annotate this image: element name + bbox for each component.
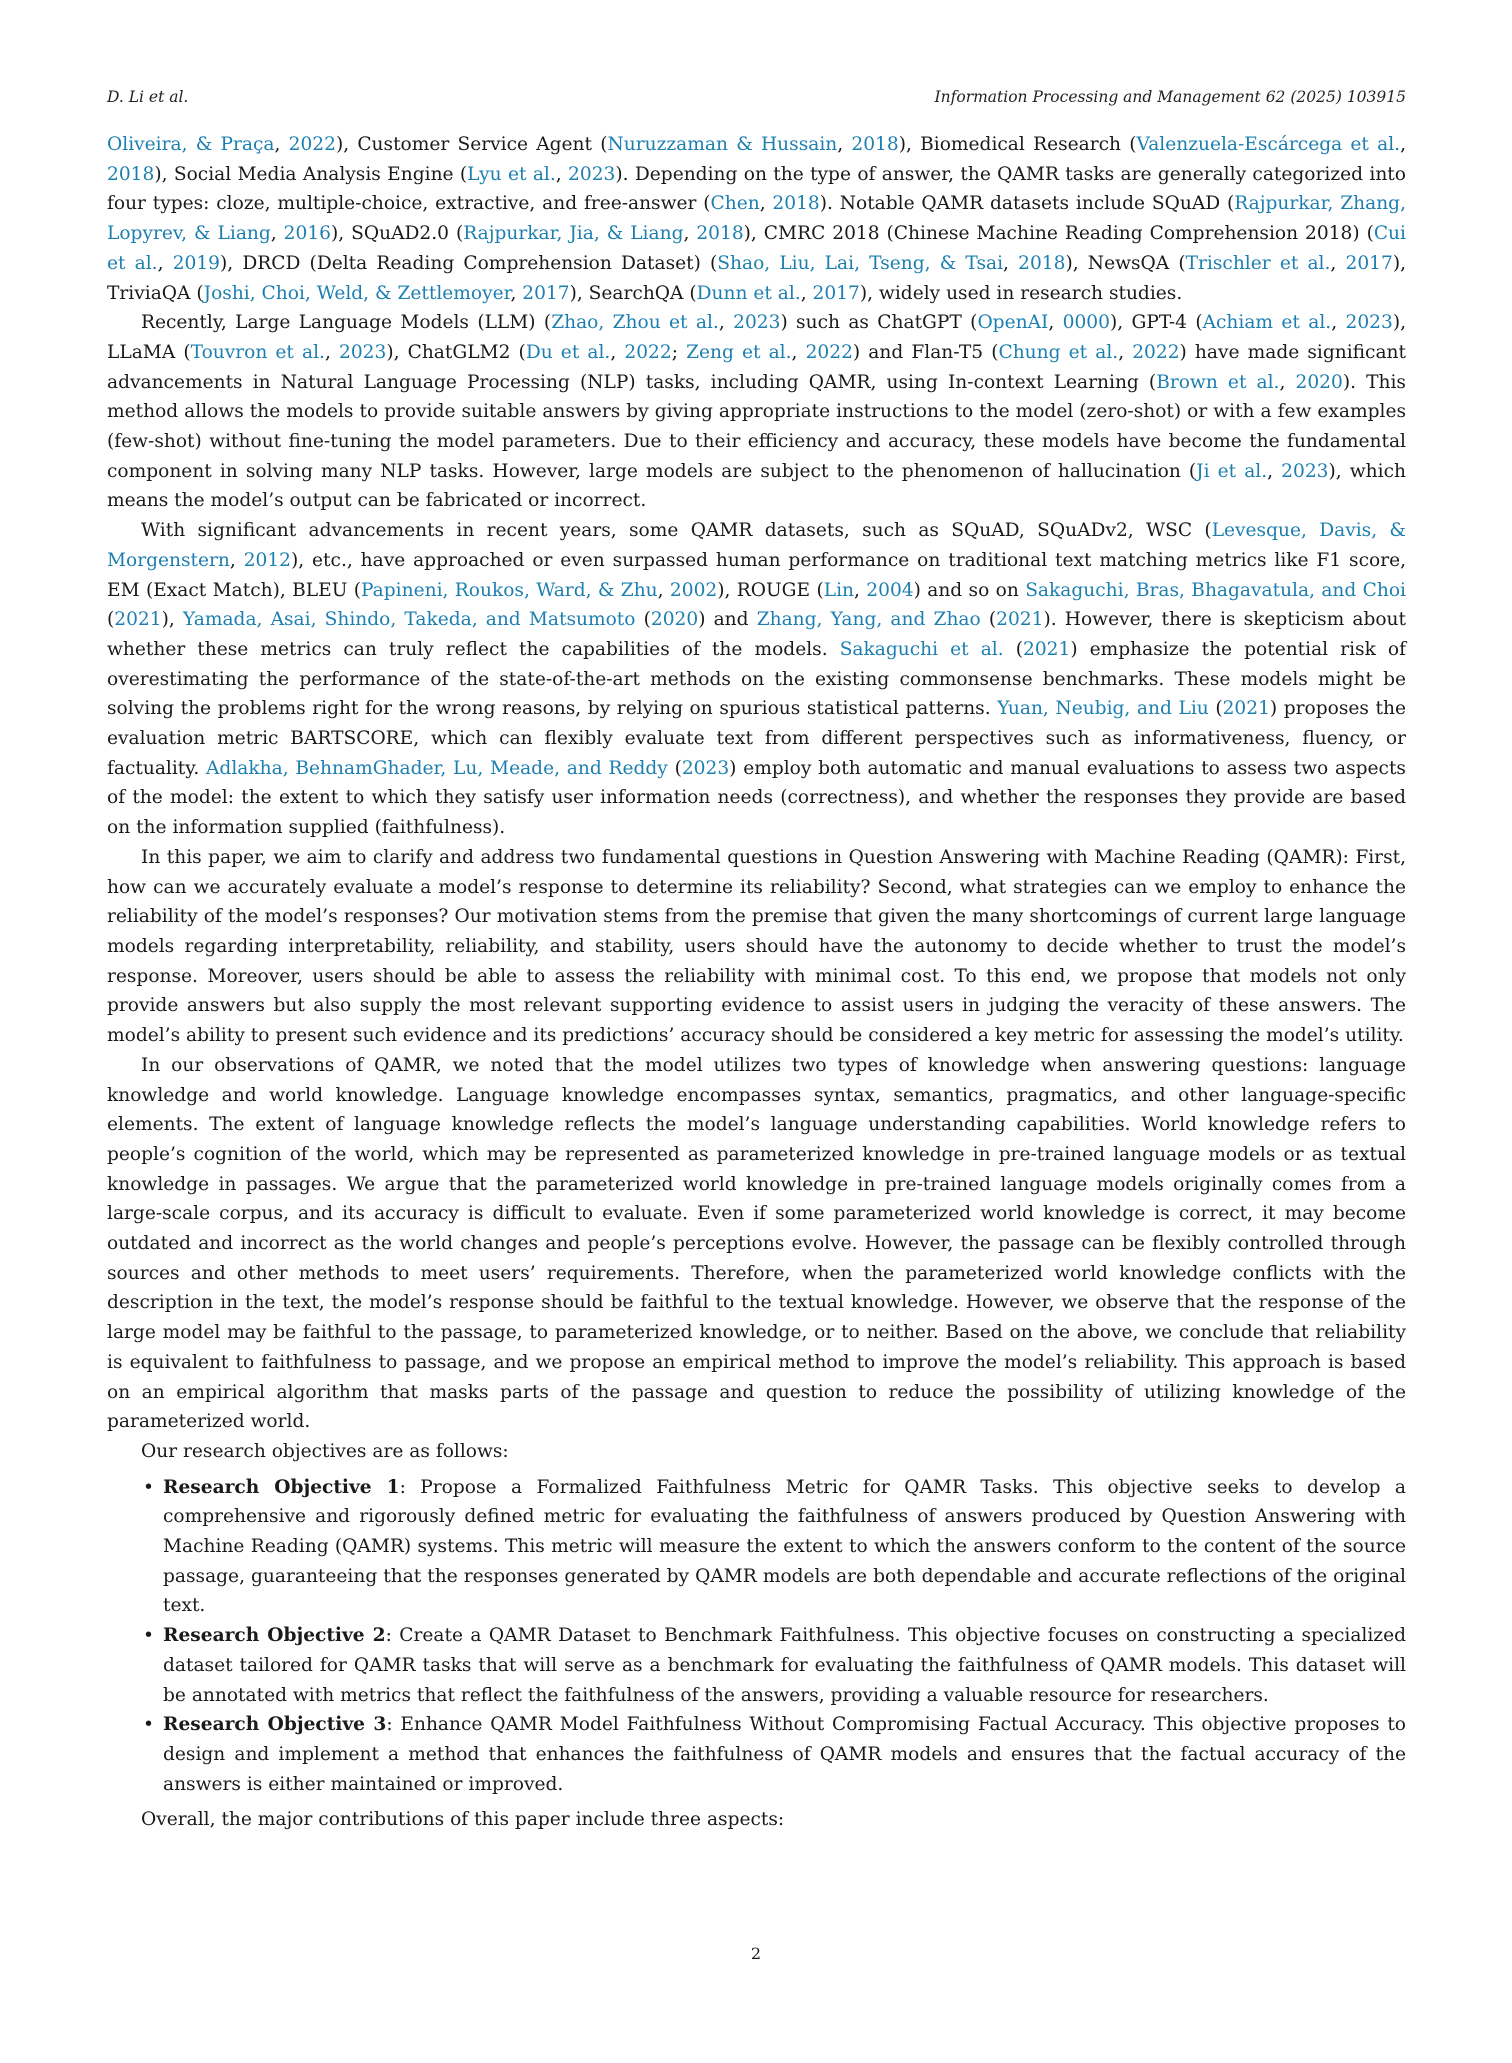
citation-link[interactable]: 2023 xyxy=(339,341,387,363)
citation-link[interactable]: Cui et al. xyxy=(107,223,1406,274)
citation-link[interactable]: 2020 xyxy=(1295,371,1343,393)
bullet-icon: • xyxy=(143,1476,154,1498)
citation-link[interactable]: Du et al. xyxy=(525,341,611,363)
citation-link[interactable]: 2018 xyxy=(107,163,155,185)
paragraph-text: ), LLaMA ( xyxy=(107,312,1406,363)
paragraph-text: With significant advancements in recent years, some QAMR datasets, such as SQuAD, SQuADv2, WSC ( xyxy=(141,520,1212,542)
paragraph-text: In this paper, we aim to clarify and address two fundamental questions in Question Answering with Machine Reading (QAMR): First, how can we accurately evaluate a model’s response to determine its reliability? Second, what strategies can we employ to enhance the reliability of the model’s responses? Our motivation stems from the premise that given the many shortcomings of current large language models regarding interpretability, reliability, and stability, users should have the autonomy to decide whether to trust the model’s response. Moreover, users should be able to assess the reliability with minimal cost. To this end, we propose that models not only provide answers but also supply the most relevant supporting evidence to assist users in judging the veracity of these answers. The model’s ability to present such evidence and its predictions’ accuracy should be considered a key metric for assessing the model’s utility. xyxy=(107,846,1406,1047)
paragraph-text: , xyxy=(229,549,244,571)
objective-item xyxy=(143,1473,1406,1622)
citation-link[interactable]: 2023 xyxy=(1345,312,1393,334)
objective-label: Research Objective 2 xyxy=(163,1625,386,1647)
paragraph-text: ), ROUGE ( xyxy=(717,579,824,601)
paragraph-text: ) emphasize the potential risk of overestimating the performance of the state-of-the-art methods on the existing commonsense benchmarks. These models might be solving the problems right for the wrong reasons, by relying on spurious statistical patterns. xyxy=(107,638,1406,720)
paragraph-text: , xyxy=(1400,134,1406,155)
paragraph-text: ), which means the model’s output can be fabricated or incorrect. xyxy=(107,460,1406,512)
citation-link[interactable]: 2018 xyxy=(772,193,820,215)
citation-link[interactable]: Dunn et al. xyxy=(696,282,801,304)
bullet-icon: • xyxy=(143,1714,154,1736)
paragraph-text: ), TriviaQA ( xyxy=(107,252,1406,304)
citation-link[interactable]: 2021 xyxy=(1022,638,1071,660)
citation-link[interactable]: 2023 xyxy=(681,757,730,779)
citation-link[interactable]: 2022 xyxy=(1132,341,1180,363)
paragraph-text: ) have made significant advancements in Natural Language Processing (NLP) tasks, including QAMR, using In-context Learning ( xyxy=(107,341,1406,393)
paragraph-text: ), Social Media Analysis Engine ( xyxy=(154,163,468,185)
paragraph-text: , xyxy=(683,223,697,245)
citation-link[interactable]: Papineni, Roukos, Ward, & Zhu xyxy=(361,579,658,601)
objective-text: : Propose a Formalized Faithfulness Metric for QAMR Tasks. This objective seeks to develop a comprehensive and rigorously defined metric for evaluating the faithfulness of answers produced by Question Answering with Machine Reading (QAMR) systems. This metric will measure the extent to which the answers conform to the content of the source passage, guaranteeing that the responses generated by QAMR models are both dependable and accurate reflections of the original text. xyxy=(163,1476,1406,1617)
paragraph-text: , xyxy=(854,579,867,601)
citation-link[interactable]: Adlakha, BehnamGhader, Lu, Meade, and Reddy xyxy=(206,757,668,779)
paragraph-text: ), xyxy=(161,609,183,631)
citation-link[interactable]: Achiam et al. xyxy=(1202,312,1332,334)
paragraph-text: ). Notable QAMR datasets include SQuAD ( xyxy=(819,193,1235,215)
paragraph xyxy=(107,130,1406,308)
objective-item xyxy=(143,1621,1407,1710)
paragraph xyxy=(107,1437,1406,1467)
page-number: 2 xyxy=(750,1944,762,1963)
citation-link[interactable]: Sakaguchi et al. xyxy=(839,638,1004,660)
paragraph xyxy=(107,1051,1406,1437)
citation-link[interactable]: 2022 xyxy=(805,341,853,363)
paragraph xyxy=(107,516,1406,843)
citation-link[interactable]: OpenAI xyxy=(977,312,1049,334)
paragraph-text: , xyxy=(1118,341,1133,363)
citation-link[interactable]: Yuan, Neubig, and Liu xyxy=(997,698,1209,720)
paragraph-text: ) proposes the evaluation metric BARTSCORE, which can flexibly evaluate text from different perspectives such as informativeness, fluency, or factuality. xyxy=(107,698,1406,779)
citation-link[interactable]: 2004 xyxy=(866,579,914,601)
paragraph xyxy=(107,843,1406,1051)
paragraph-text: ) and xyxy=(698,609,757,631)
objective-text: : Enhance QAMR Model Faithfulness Without Compromising Factual Accuracy. This objective proposes to design and implement a method that enhances the faithfulness of QAMR models and ensures that the factual accuracy of the answers is either maintained or improved. xyxy=(163,1714,1406,1795)
citation-link[interactable]: Yamada, Asai, Shindo, Takeda, and Matsumoto xyxy=(182,609,636,631)
bullet-icon: • xyxy=(143,1625,154,1647)
paragraph-text: , xyxy=(718,312,734,334)
objectives-list xyxy=(107,1473,1406,1800)
paragraph-text: ), widely used in research studies. xyxy=(859,282,1183,304)
objective-item xyxy=(143,1710,1406,1799)
paragraph-text: ( xyxy=(1003,638,1023,660)
citation-link[interactable]: 2016 xyxy=(283,223,331,245)
paragraph-text: ( xyxy=(107,609,115,631)
paragraph-text: Our research objectives are as follows: xyxy=(141,1440,509,1462)
citation-link[interactable]: Valenzuela-Escárcega et al. xyxy=(1136,134,1401,155)
citation-link[interactable]: 2002 xyxy=(669,579,718,601)
citation-link[interactable]: Shao, Liu, Lai, Tseng, & Tsai xyxy=(717,252,1004,274)
paragraph-text: ), Biomedical Research ( xyxy=(898,134,1137,155)
paragraph-text: ( xyxy=(667,757,682,779)
citation-link[interactable]: Lin xyxy=(823,579,855,601)
citation-link[interactable]: 2020 xyxy=(650,609,699,631)
citation-link[interactable]: Ji et al. xyxy=(1196,460,1268,482)
paragraph-text: , xyxy=(270,223,284,245)
paragraph-text: ), GPT-4 ( xyxy=(1109,312,1203,334)
citation-link[interactable]: Brown et al. xyxy=(1156,371,1280,393)
running-header xyxy=(107,88,1406,106)
citation-link[interactable]: 2021 xyxy=(114,609,162,631)
citation-link[interactable]: Joshi, Choi, Weld, & Zettlemoyer xyxy=(203,282,511,304)
citation-link[interactable]: 2022 xyxy=(288,134,336,155)
paragraph-text: , xyxy=(1330,252,1346,274)
citation-link[interactable]: Zhang, Yang, and Zhao xyxy=(756,609,981,631)
citation-link[interactable]: 2021 xyxy=(1222,698,1270,720)
citation-link[interactable]: 2018 xyxy=(696,223,744,245)
citation-link[interactable]: Rajpurkar, Zhang, Lopyrev, & Liang xyxy=(107,193,1406,245)
paragraph-text: , xyxy=(1267,460,1282,482)
citation-link[interactable]: 2023 xyxy=(568,163,616,185)
objective-text: : Create a QAMR Dataset to Benchmark Faithfulness. This objective focuses on constructing a specialized dataset tailored for QAMR tasks that will serve as a benchmark for evaluating the faithfulness of QAMR models. This dataset will be annotated with metrics that reflect the faithfulness of the answers, providing a valuable resource for researchers. xyxy=(163,1625,1407,1706)
citation-link[interactable]: Nuruzzaman & Hussain xyxy=(607,134,838,155)
paragraph-text: , xyxy=(837,134,852,155)
citation-link[interactable]: 2017 xyxy=(522,282,570,304)
citation-link[interactable]: 2021 xyxy=(996,609,1044,631)
paragraph-text: ). Depending on the type of answer, the QAMR tasks are generally categorized into four types: cloze, multiple-choice, extractive, and free-answer ( xyxy=(107,163,1406,215)
paragraph-text: ), ChatGLM2 ( xyxy=(386,341,526,363)
citation-link[interactable]: 2023 xyxy=(733,312,781,334)
citation-link[interactable]: 2012 xyxy=(243,549,292,571)
citation-link[interactable]: Trischler et al. xyxy=(1185,252,1331,274)
citation-link[interactable]: 2018 xyxy=(1018,252,1066,274)
paragraph-text: , xyxy=(791,341,806,363)
paragraph-text: ), SearchQA ( xyxy=(569,282,697,304)
citation-link[interactable]: Zeng et al. xyxy=(686,341,792,363)
header-authors: D. Li et al. xyxy=(107,88,189,106)
citation-link[interactable]: 2018 xyxy=(851,134,899,155)
paragraph-text: ), Customer Service Agent ( xyxy=(335,134,608,155)
paragraph-text: ), NewsQA ( xyxy=(1065,252,1186,274)
citation-link[interactable]: Rajpurkar, Jia, & Liang xyxy=(463,223,684,245)
citation-link[interactable]: 2022 xyxy=(624,341,672,363)
paragraph-text: ( xyxy=(980,609,997,631)
paragraph-text: ) and so on xyxy=(913,579,1026,601)
paragraph-text: ), SQuAD2.0 ( xyxy=(331,223,464,245)
citation-link[interactable]: Sakaguchi, Bras, Bhagavatula, and Choi xyxy=(1025,579,1407,601)
citation-link[interactable]: 2019 xyxy=(172,252,221,274)
paragraph-text: , xyxy=(510,282,523,304)
paragraph-text: , xyxy=(610,341,625,363)
paragraph-text: , xyxy=(157,252,173,274)
paragraph-text: ), CMRC 2018 (Chinese Machine Reading Comprehension 2018) ( xyxy=(743,223,1374,245)
objective-label: Research Objective 3 xyxy=(163,1714,387,1736)
paragraph-text: , xyxy=(1279,371,1296,393)
citation-link[interactable]: Levesque, Davis, & Morgenstern xyxy=(107,520,1406,571)
paragraph-text: , xyxy=(274,134,289,155)
objective-label: Research Objective 1 xyxy=(163,1476,400,1498)
citation-link[interactable]: Chen xyxy=(710,193,760,215)
citation-link[interactable]: 2017 xyxy=(1345,252,1393,274)
paragraph-text: ( xyxy=(1208,698,1223,720)
paragraph xyxy=(107,308,1406,516)
paragraph-text: ) employ both automatic and manual evaluations to assess two aspects of the model: the extent to which they satisfy user information needs (correctness), and whether the responses they provide are based on the information supplied (faithfulness). xyxy=(107,757,1406,839)
paragraph-text: In our observations of QAMR, we noted that the model utilizes two types of knowledge when answering questions: language knowledge and world knowledge. Language knowledge encompasses syntax, semantics, pragmatics, and other language-specific elements. The extent of language knowledge reflects the model’s language understanding capabilities. World knowledge refers to people’s cognition of the world, which may be represented as parameterized knowledge in pre-trained language models or as textual knowledge in passages. We argue that the parameterized world knowledge in pre-trained language models originally comes from a large-scale corpus, and its accuracy is difficult to evaluate. Even if some parameterized world knowledge is correct, it may become outdated and incorrect as the world changes and people’s perceptions evolve. However, the passage can be flexibly controlled through sources and other methods to meet users’ requirements. Therefore, when the parameterized world knowledge conflicts with the description in the text, the model’s response should be faithful to the textual knowledge. However, we observe that the response of the large model may be faithful to the passage, to parameterized knowledge, or to neither. Based on the above, we conclude that reliability is equivalent to faithfulness to passage, and we propose an empirical method to improve the model’s reliability. This approach is based on an empirical algorithm that masks parts of the passage and question to reduce the possibility of utilizing knowledge of the parameterized world. xyxy=(107,1054,1406,1433)
paragraph-text: ( xyxy=(635,609,651,631)
paragraph-text: ; xyxy=(671,341,687,363)
paragraph-text: , xyxy=(555,163,569,185)
citation-link[interactable]: Oliveira, & Praça xyxy=(107,134,275,155)
paragraph-text: , xyxy=(800,282,813,304)
paragraph-text: ). This method allows the models to provide suitable answers by giving appropriate instructions to the model (zero-shot) or with a few examples (few-shot) without fine-tuning the model parameters. Due to their efficiency and accuracy, these models have become the fundamental component in solving many NLP tasks. However, large models are subject to the phenomenon of hallucination ( xyxy=(107,371,1406,482)
header-journal: Information Processing and Management 62 (2025) 103915 xyxy=(934,88,1406,106)
paragraph-text: ) such as ChatGPT ( xyxy=(780,312,978,334)
citation-link[interactable]: Touvron et al. xyxy=(190,341,325,363)
paragraph-text: , xyxy=(759,193,773,215)
citation-link[interactable]: Lyu et al. xyxy=(467,163,556,185)
closing-paragraph: Overall, the major contributions of this paper include three aspects: xyxy=(141,1809,785,1831)
paragraph-container xyxy=(107,130,1406,1467)
paragraph-text: Recently, Large Language Models (LLM) ( xyxy=(141,312,552,334)
paragraph-text: , xyxy=(324,341,339,363)
paragraph-text: , xyxy=(657,579,670,601)
paragraph-text: ) and Flan-T5 ( xyxy=(852,341,999,363)
paragraph-text: ), etc., have approached or even surpassed human performance on traditional text matching metrics like F1 score, EM (Exact Match), BLEU ( xyxy=(107,549,1406,601)
citation-link[interactable]: 2023 xyxy=(1281,460,1329,482)
citation-link[interactable]: 2017 xyxy=(812,282,860,304)
paragraph-text: , xyxy=(1003,252,1019,274)
paragraph-text: , xyxy=(1331,312,1346,334)
paragraph-text: ), DRCD (Delta Reading Comprehension Dataset) ( xyxy=(220,252,718,274)
paragraph-text: ). However, there is skepticism about whether these metrics can truly reflect the capabilities of the models. xyxy=(107,609,1407,660)
citation-link[interactable]: Zhao, Zhou et al. xyxy=(551,312,719,334)
citation-link[interactable]: Chung et al. xyxy=(998,341,1119,363)
paragraph-text: , xyxy=(1048,312,1063,334)
body-text xyxy=(107,130,1406,1835)
citation-link[interactable]: 0000 xyxy=(1062,312,1110,334)
